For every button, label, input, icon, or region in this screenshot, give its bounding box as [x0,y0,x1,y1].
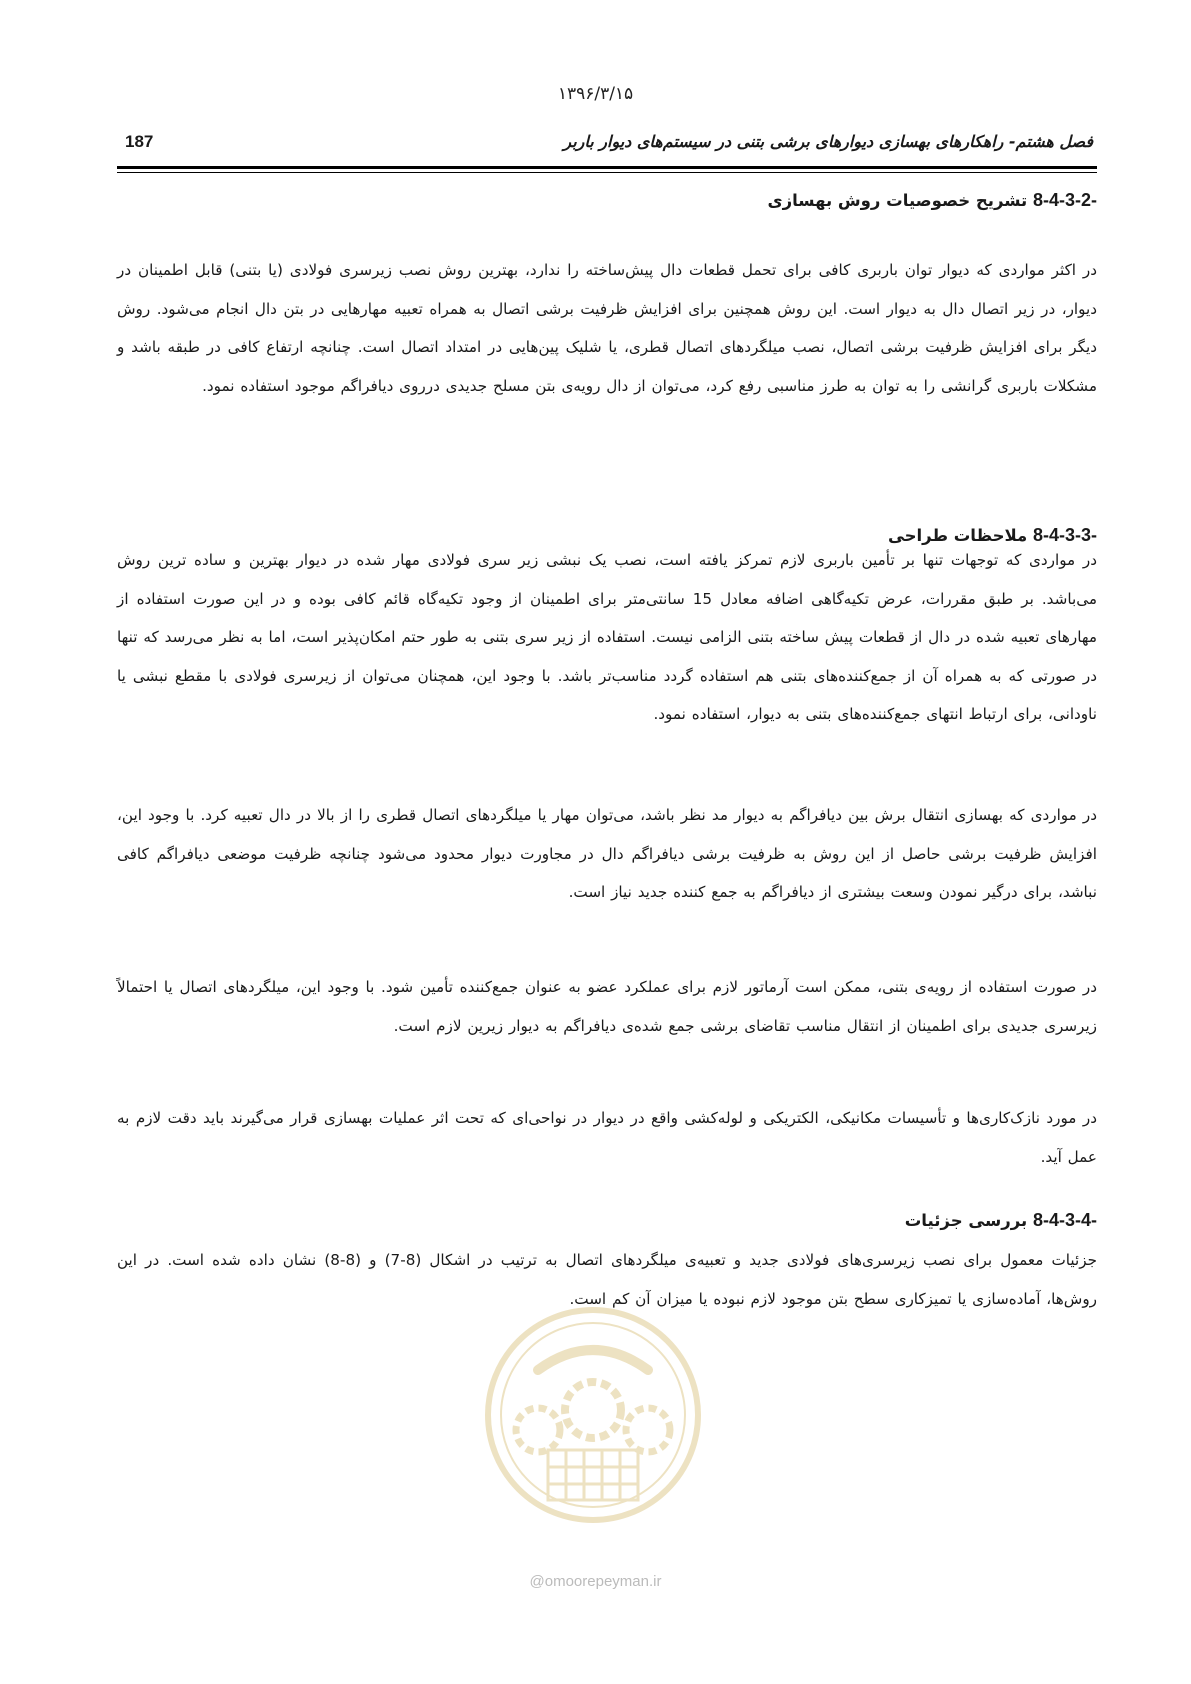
paragraph-2: در مواردی که توجهات تنها بر تأمین باربری لازم تمرکز یافته است، نصب یک نبشی زیر سری فولادی مهار شده در دیوار بهترین و ساده ترین روش می‌باشد. بر طبق مقررات، عرض تکیه‌گاهی اضافه معادل 15 سانتی‌متر برای اطمینان از وجود تکیه‌گاه قائم کافی بوده و در این صورت استفاده از مهارهای تعبیه شده در دال از قطعات پیش ساخته بتنی الزامی نیست. استفاده از زیر سری بتنی به طور حتم امکان‌پذیر است، اما به نظر می‌رسد که تنها در صورتی که به همراه آن از جمع‌کننده‌های بتنی هم استفاده گردد مناسب‌تر باشد. با وجود این، همچنان می‌توان از زیرسری فولادی با مقطع نبشی یا ناودانی، برای ارتباط انتهای جمع‌کننده‌های بتنی به دیوار، استفاده نمود. [117,551,1097,723]
chapter-title: فصل هشتم- راهکارهای بهسازی دیوارهای برشی بتنی در سیستم‌های دیوار باربر [563,132,1093,151]
paragraph-1: در اکثر مواردی که دیوار توان باربری کافی برای تحمل قطعات دال پیش‌ساخته را ندارد، بهترین روش نصب زیرسری فولادی (یا بتنی) قابل اطمینان در دیوار، در زیر اتصال دال به دیوار است. این روش همچنین برای افزایش ظرفیت برشی اتصال به همراه تعبیه مهارهایی در بتن دال انجام می‌شود. روش دیگر برای افزایش ظرفیت برشی اتصال، نصب میلگردهای اتصال قطری، یا شلیک پین‌هایی در امتداد اتصال است. چنانچه ارتفاع کافی در طبقه باشد و مشکلات باربری گرانشی را به توان به طرز مناسبی رفع کرد، می‌توان از دال رویه‌ی بتن مسلح جدیدی درروی دیافراگم موجود استفاده نمود. [117,261,1097,395]
footer-website: @omoorepeyman.ir [529,1573,662,1590]
header-rule-thick [117,166,1097,169]
at-icon: @ [529,1573,545,1590]
paragraph-6: جزئیات معمول برای نصب زیرسری‌های فولادی جدید و تعبیه‌ی میلگردهای اتصال به ترتیب در اشکال (8-7) و (8-8) نشان داده شده است. در این روش‌ها، آماده‌سازی یا تمیزکاری سطح بتن موجود لازم نبوده یا میزان آن کم است. [117,1251,1097,1308]
section-number: 8-4-3-4- [1032,1210,1097,1230]
paragraph-4: در صورت استفاده از رویه‌ی بتنی، ممکن است آرماتور لازم برای عملکرد عضو به عنوان جمع‌کننده تأمین شود. با وجود این، میلگردهای اتصال یا احتمالاً زیرسری جدیدی برای اطمینان از انتقال مناسب تقاضای برشی جمع شده‌ی دیافراگم به دیوار زیرین لازم است. [117,978,1097,1035]
header-date: ۱۳۹۶/۳/۱۵ [557,84,634,104]
paragraph-5: در مورد نازک‌کاری‌ها و تأسیسات مکانیکی، الکتریکی و لوله‌کشی واقع در دیوار در نواحی‌ای که تحت اثر عملیات بهسازی قرار می‌گیرند باید دقت لازم به عمل آید. [117,1109,1097,1166]
section-title: ملاحظات طراحی [887,526,1028,545]
watermark-seal [443,1300,743,1530]
section-number: 8-4-3-2- [1032,190,1097,210]
paragraph-3: در مواردی که بهسازی انتقال برش بین دیافراگم به دیوار مد نظر باشد، می‌توان مهار یا میلگردهای اتصال قطری را از بالا در دال تعبیه کرد. با وجود این، افزایش ظرفیت برشی حاصل از این روش به ظرفیت برشی دیافراگم دال در مجاورت دیوار محدود می‌شود چنانچه ظرفیت موضعی دیافراگم کافی نباشد، برای درگیر نمودن وسعت بیشتری از دیافراگم به جمع کننده جدید نیاز است. [117,806,1097,901]
section-title: تشریح خصوصیات روش بهسازی [767,191,1028,210]
section-title: بررسی جزئیات [904,1211,1028,1230]
header-rule-thin [117,172,1097,173]
section-number: 8-4-3-3- [1032,525,1097,545]
section-heading-1 [117,190,1097,211]
section-heading-3 [117,1210,1097,1231]
page-number: 187 [125,132,154,151]
